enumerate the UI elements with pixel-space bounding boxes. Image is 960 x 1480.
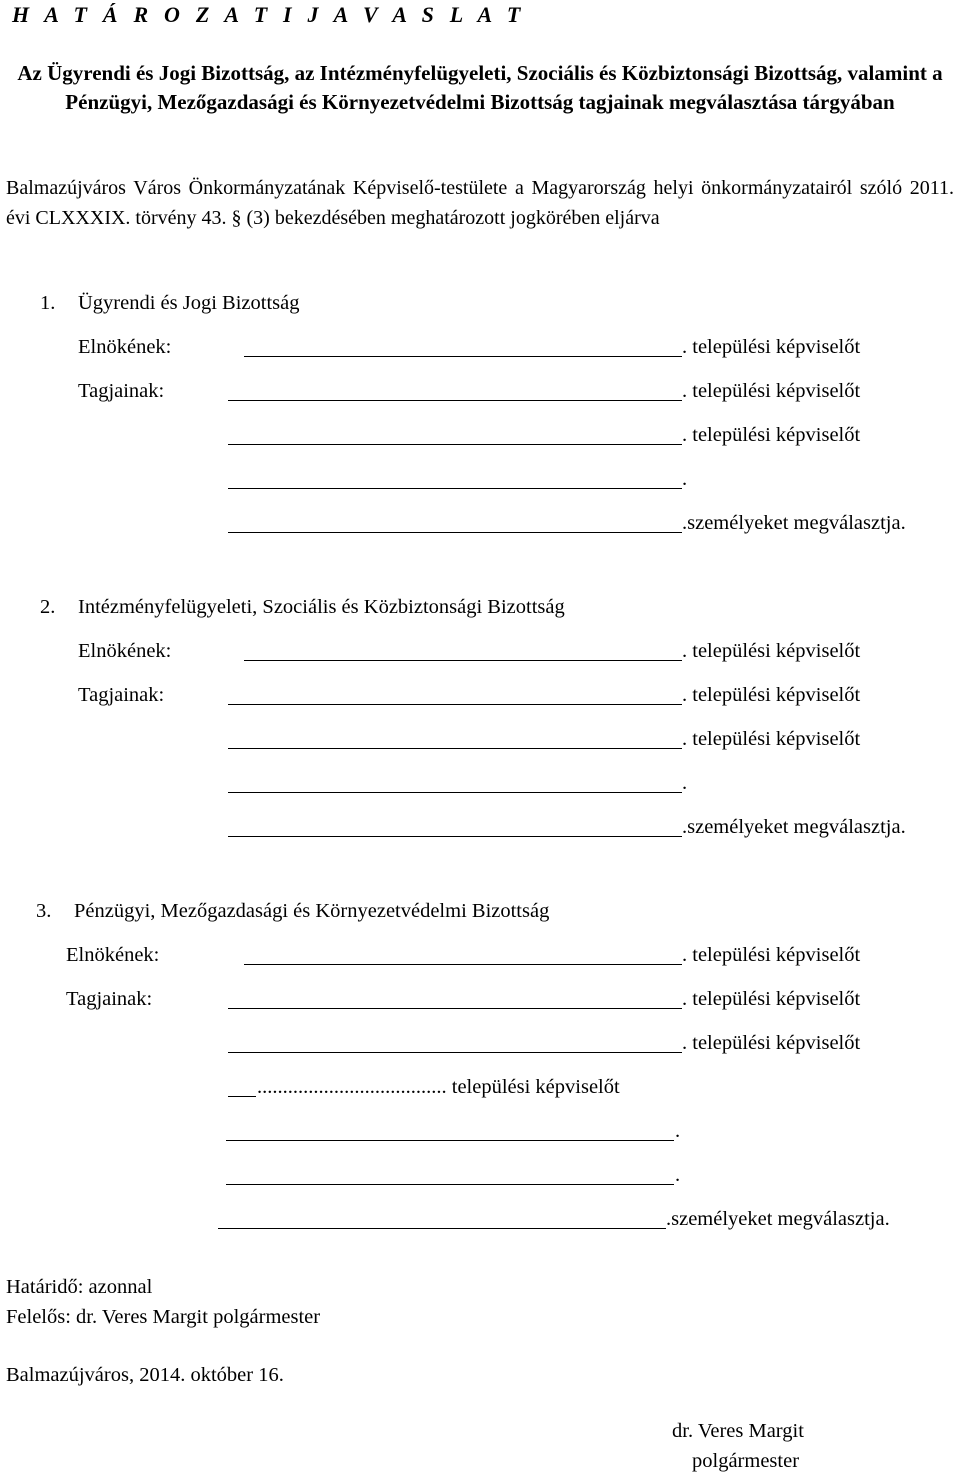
committee-3-member-5-dot: . [675,1164,681,1186]
committee-2-chair-suffix: . települési képviselőt [682,640,861,662]
committee-3-members-label: Tagjainak: [66,988,153,1010]
committee-2-chair-blank [244,660,682,661]
committee-3-member-4-dot: . [675,1120,681,1142]
signature-title: polgármester [692,1450,800,1472]
committee-2-member-1-suffix: . települési képviselőt [682,684,861,706]
committee-1-member-2-suffix: . települési képviselőt [682,424,861,446]
committee-1-closing: .személyeket megválasztja. [682,512,906,534]
committee-3-closing-blank [218,1228,666,1229]
committee-3-closing: .személyeket megválasztja. [666,1208,890,1230]
committee-2-member-2-suffix: . települési képviselőt [682,728,861,750]
committee-3-member-2-blank [228,1052,682,1053]
committee-3-name: Pénzügyi, Mezőgazdasági és Környezetvédelmi Bizottság [74,900,550,922]
committee-1-number: 1. [40,292,56,314]
deadline: Határidő: azonnal [6,1276,153,1298]
committee-3-member-1-blank [228,1008,682,1009]
document-heading: H A T Á R O Z A T I J A V A S L A T [12,2,526,27]
committee-1-closing-blank [228,532,682,533]
committee-3-member-5-blank [226,1184,674,1185]
committee-3-member-2-suffix: . települési képviselőt [682,1032,861,1054]
committee-2-member-3-dot: . [682,772,688,794]
committee-2-members-label: Tagjainak: [78,684,165,706]
committee-1-member-3-blank [228,488,682,489]
committee-1-name: Ügyrendi és Jogi Bizottság [78,292,300,314]
place-date: Balmazújváros, 2014. október 16. [6,1364,284,1386]
responsible: Felelős: dr. Veres Margit polgármester [6,1306,321,1328]
committee-3-member-1-suffix: . települési képviselőt [682,988,861,1010]
committee-2-closing-blank [228,836,682,837]
intro-paragraph: Balmazújváros Város Önkormányzatának Képviselő-testülete a Magyarország helyi önkormányzatairól szóló 2011. évi CLXXXIX. törvény 43. § (3) bekezdésében meghatározott jogkörében eljárva [6,177,954,229]
committee-3-number: 3. [36,900,52,922]
committee-1-chair-blank [244,356,682,357]
committee-2-member-3-blank [228,792,682,793]
committee-1-member-3-dot: . [682,468,688,490]
committee-2-number: 2. [40,596,56,618]
committee-1-member-1-suffix: . települési képviselőt [682,380,861,402]
committee-3-chair-suffix: . települési képviselőt [682,944,861,966]
signature-name: dr. Veres Margit [672,1420,804,1442]
committee-3-chair-blank [244,964,682,965]
committee-3-chair-label: Elnökének: [66,944,160,966]
committee-2-member-1-blank [228,704,682,705]
committee-2-member-2-blank [228,748,682,749]
committee-2-closing: .személyeket megválasztja. [682,816,906,838]
committee-2-chair-label: Elnökének: [78,640,172,662]
committee-3-member-4-blank [226,1140,674,1141]
committee-1-chair-label: Elnökének: [78,336,172,358]
committee-1-chair-suffix: . települési képviselőt [682,336,861,358]
committee-1-member-1-blank [228,400,682,401]
committee-2-name: Intézményfelügyeleti, Szociális és Közbiztonsági Bizottság [78,596,565,618]
committee-3-member-3-blank [228,1096,256,1097]
document-subject: Az Ügyrendi és Jogi Bizottság, az Intézményfelügyeleti, Szociális és Közbiztonsági Bizottság, valamint a Pénzügyi, Mezőgazdasági és Környezetvédelmi Bizottság tagjainak megválasztása tárgyában [17,61,943,114]
committee-3-member-3-suffix: ..................................... települési képviselőt [257,1076,620,1098]
committee-1-members-label: Tagjainak: [78,380,165,402]
committee-1-member-2-blank [228,444,682,445]
